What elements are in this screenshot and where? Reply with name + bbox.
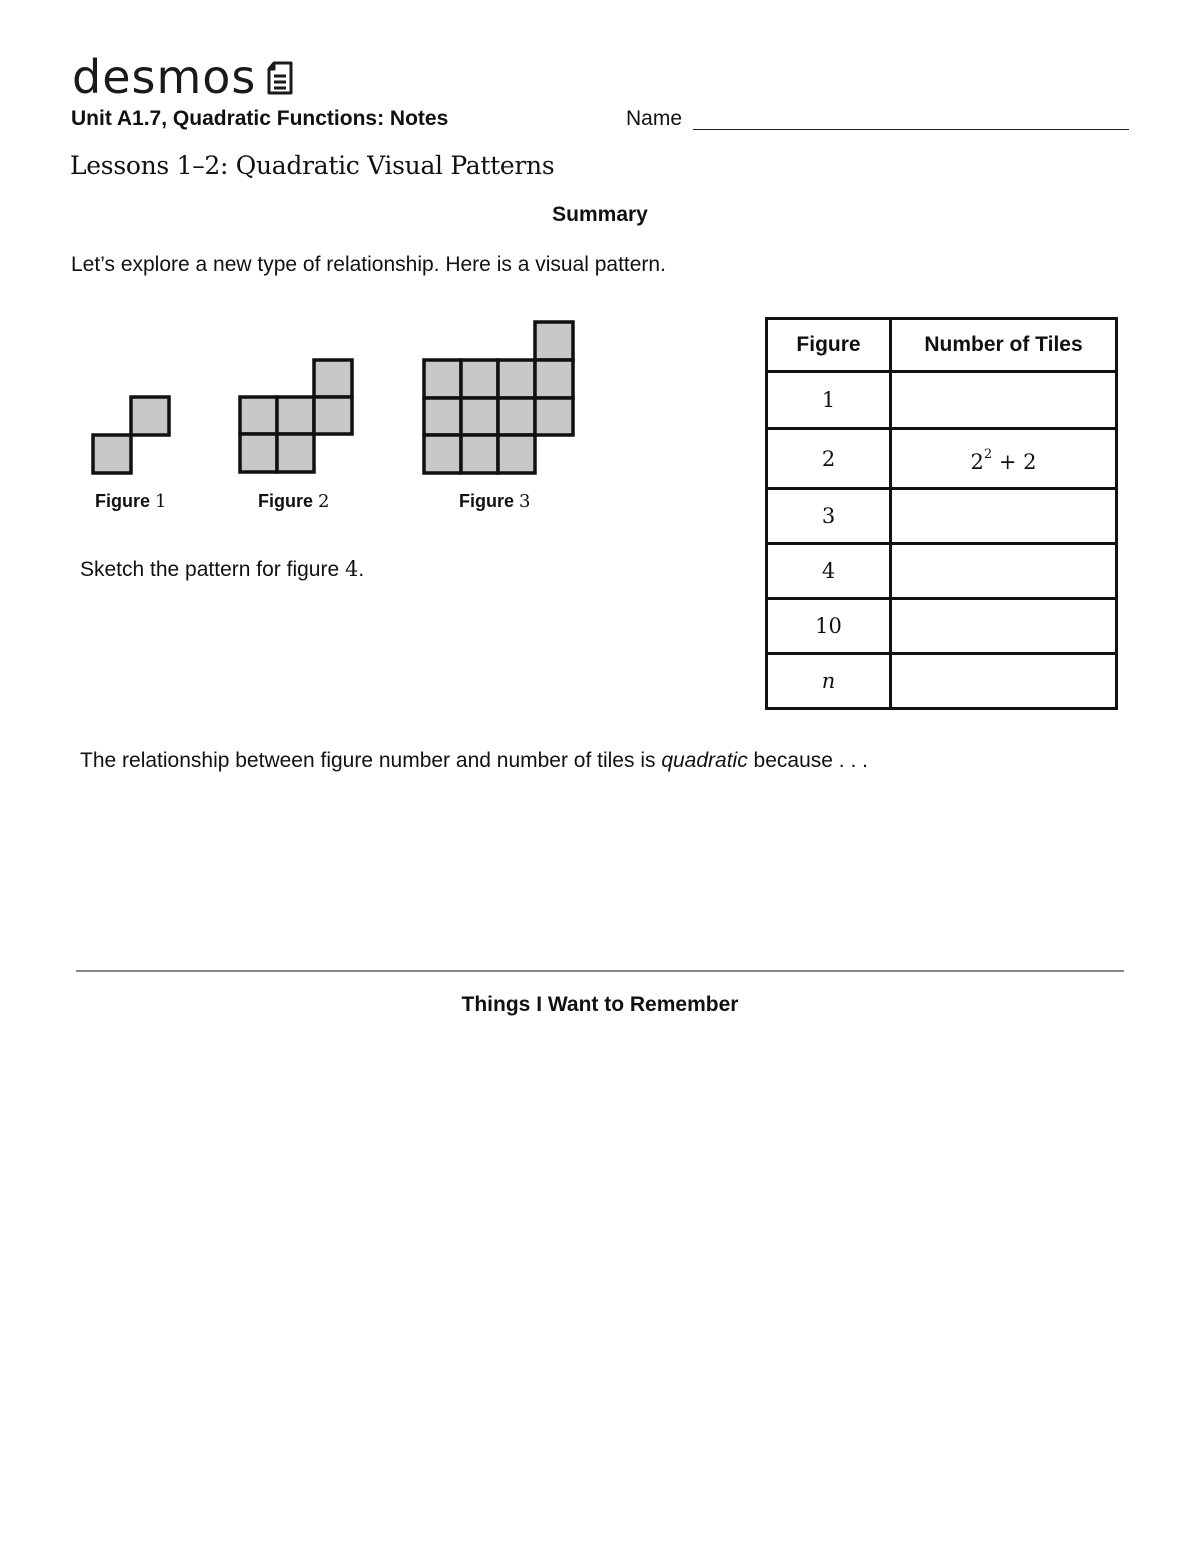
tile [277,434,314,472]
tiles-answer-cell[interactable] [891,599,1117,654]
figure-2-tiles [240,360,352,472]
tile [461,360,498,398]
table-header-row [767,319,1117,372]
tile [240,397,277,434]
desmos-logo [72,52,332,102]
table-row [767,429,1117,489]
logo-wordmark: desmos [72,50,257,104]
visual-pattern-figures [80,310,590,520]
table-row [767,599,1117,654]
figure-cell: 3 [767,489,891,544]
figure-cell: n [767,654,891,709]
remember-heading: Things I Want to Remember [461,993,739,1016]
figure-3-label: Figure 3 [459,491,531,512]
table-row [767,372,1117,429]
header-figure: Figure [767,319,891,372]
tile [424,360,461,398]
figure-1-label: Figure 1 [95,491,167,512]
name-blank-line[interactable] [693,129,1129,130]
tiles-answer-cell[interactable] [891,372,1117,429]
lesson-title: Lessons 1–2: Quadratic Visual Patterns [70,151,555,180]
name-label: Name [626,107,683,130]
notes-document-icon [264,60,298,96]
tile [535,322,573,360]
tile [498,360,535,398]
unit-title: Unit A1.7, Quadratic Functions: Notes [71,107,449,130]
table-row [767,489,1117,544]
figure-cell: 2 [767,429,891,489]
figure-3-tiles [424,322,573,473]
figure-cell: 10 [767,599,891,654]
tile [277,397,314,434]
figure-tiles-table [765,317,1118,710]
figure-cell: 1 [767,372,891,429]
section-divider [76,970,1124,972]
tile [461,435,498,473]
tile [424,398,461,435]
relationship-statement: The relationship between figure number and number of tiles is quadratic because . . . [80,749,868,772]
table-row [767,544,1117,599]
figure-2-label: Figure 2 [258,491,330,512]
header-number-of-tiles: Number of Tiles [891,319,1117,372]
summary-heading: Summary [552,203,648,226]
tile [498,398,535,435]
sketch-prompt: Sketch the pattern for figure 4. [80,557,365,581]
tile [461,398,498,435]
table-row [767,654,1117,709]
tiles-answer-cell[interactable] [891,544,1117,599]
tile [240,434,277,472]
tile [498,435,535,473]
tiles-answer-cell[interactable] [891,654,1117,709]
tile [314,360,352,397]
tile [131,397,169,435]
intro-text: Let’s explore a new type of relationship. Here is a visual pattern. [71,253,666,276]
tile [93,435,131,473]
tile [424,435,461,473]
tile [535,398,573,435]
tile [314,397,352,434]
figure-1-tiles [93,397,169,473]
tiles-cell-example: $2^2 + 2$ [891,429,1117,489]
tile [535,360,573,398]
tiles-answer-cell[interactable] [891,489,1117,544]
figure-cell: 4 [767,544,891,599]
